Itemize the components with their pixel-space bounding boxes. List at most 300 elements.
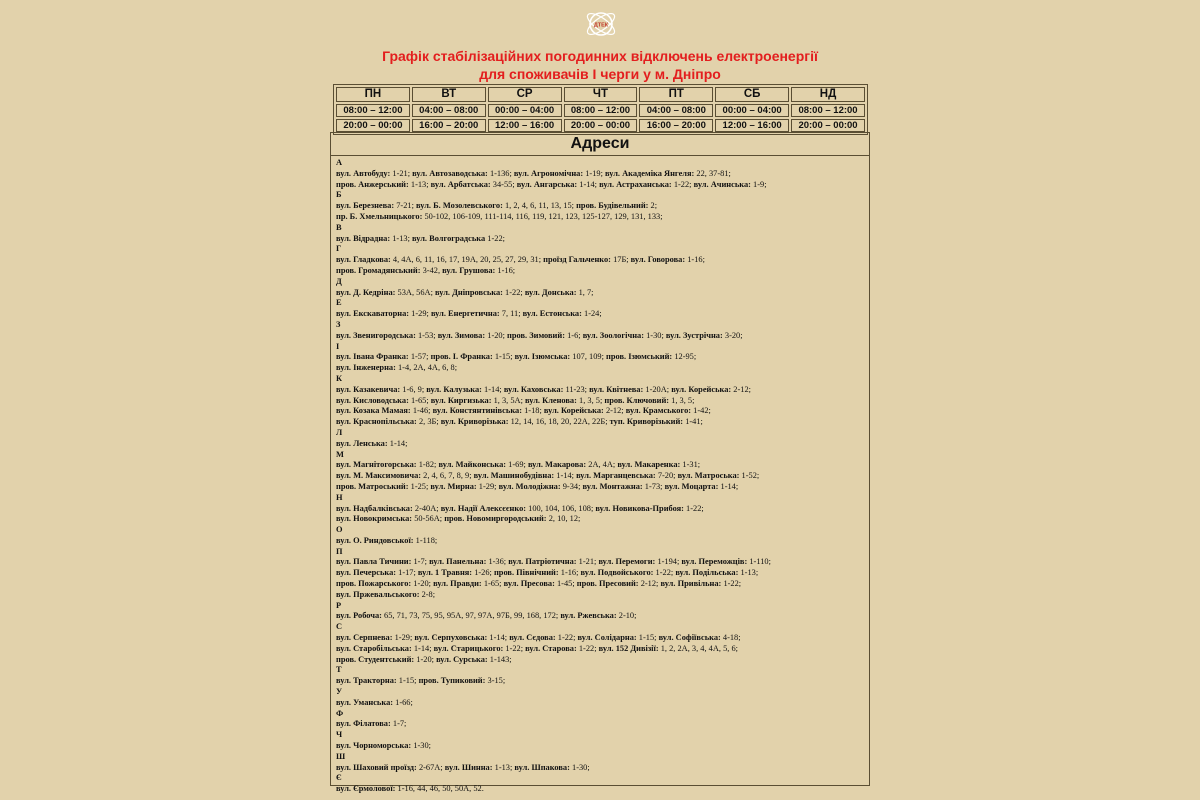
- house-numbers: 7, 11;: [499, 309, 523, 319]
- street-name: вул. Старицького:: [433, 643, 504, 653]
- house-numbers: 1-16;: [558, 568, 581, 578]
- svg-text:ДТЕК: ДТЕК: [593, 22, 609, 29]
- house-numbers: 1-26;: [472, 568, 494, 578]
- house-numbers: 1-53;: [415, 330, 438, 340]
- street-name: вул. 152 Дивізії:: [598, 643, 659, 653]
- house-numbers: 1-36;: [486, 557, 509, 567]
- time-slot-cell: 16:00 – 20:00: [639, 119, 713, 132]
- house-numbers: 1, 2, 2А, 3, 4, 4А, 5, 6;: [658, 643, 738, 653]
- house-numbers: 1-20А;: [643, 384, 672, 394]
- street-name: туп. Криворізький:: [609, 417, 684, 427]
- letter-header: Л: [336, 427, 343, 437]
- time-slot-cell: 08:00 – 12:00: [564, 104, 638, 117]
- house-numbers: 1-6;: [565, 330, 583, 340]
- house-numbers: 1-22;: [671, 179, 694, 189]
- house-numbers: 1-42;: [691, 406, 711, 416]
- street-name: вул. Волгоградська: [412, 233, 486, 243]
- letter-header: З: [336, 319, 341, 329]
- house-numbers: 1-41;: [683, 417, 703, 427]
- house-numbers: 3-20;: [722, 330, 743, 340]
- letter-header: А: [336, 158, 343, 167]
- street-name: вул. Софіївська:: [658, 633, 721, 643]
- house-numbers: 1-30;: [644, 330, 666, 340]
- house-numbers: 1-13;: [492, 762, 515, 772]
- house-numbers: 1-7;: [390, 719, 407, 729]
- house-numbers: 3-42,: [420, 265, 443, 275]
- street-name: пров. Пожарського:: [336, 579, 412, 589]
- house-numbers: 1-16;: [685, 255, 705, 265]
- street-name: вул. Зимова:: [437, 330, 486, 340]
- street-name: вул. Івана Франка:: [336, 352, 409, 362]
- house-numbers: 1-29;: [409, 309, 431, 319]
- house-numbers: 1-194;: [655, 557, 682, 567]
- day-header: ВТ: [412, 87, 486, 102]
- street-name: вул. М. Максимовича:: [336, 471, 422, 481]
- street-name: пр. Б. Хмельницького:: [336, 211, 423, 221]
- house-numbers: 2-12;: [603, 406, 626, 416]
- street-name: вул. Астраханська:: [599, 179, 672, 189]
- street-name: пров. Новомиргородський:: [444, 514, 547, 524]
- house-numbers: 1-21;: [576, 557, 599, 567]
- street-name: вул. Козака Мамая:: [336, 406, 411, 416]
- house-numbers: 1, 3, 5А;: [491, 395, 526, 405]
- house-numbers: 1-14;: [577, 179, 600, 189]
- street-name: вул. Киргизька:: [430, 395, 492, 405]
- address-line: [336, 255, 869, 266]
- house-numbers: 2-8;: [419, 589, 436, 599]
- street-name: вул. Кисловодська:: [336, 395, 409, 405]
- time-slot-cell: 00:00 – 04:00: [488, 104, 562, 117]
- address-line: [336, 482, 869, 493]
- letter-header: Є: [336, 773, 342, 783]
- time-slot-cell: 04:00 – 08:00: [412, 104, 486, 117]
- street-name: вул. Гладкова:: [336, 255, 391, 265]
- letter-header: К: [336, 373, 343, 383]
- house-numbers: 1-82;: [416, 460, 439, 470]
- house-numbers: 1-46;: [410, 406, 433, 416]
- addresses-heading: Адреси: [331, 133, 869, 156]
- house-numbers: 1-69;: [506, 460, 528, 470]
- street-name: вул. Чорноморська:: [336, 741, 412, 751]
- street-name: вул. Старова:: [525, 643, 577, 653]
- outage-schedule-table: [333, 84, 868, 135]
- street-name: вул. Корейська:: [543, 406, 604, 416]
- letter-header: Ч: [336, 730, 343, 740]
- street-name: вул. Калузька:: [426, 384, 482, 394]
- street-name: вул. Макарова:: [527, 460, 587, 470]
- street-name: пров. Ізюмський:: [606, 352, 673, 362]
- address-line: [336, 180, 869, 191]
- house-numbers: 1-66;: [393, 697, 413, 707]
- street-name: вул. Подвойського:: [580, 568, 654, 578]
- street-name: вул. Привільна:: [660, 579, 722, 589]
- street-name: вул. Сєдова:: [509, 633, 556, 643]
- house-numbers: 1-29;: [392, 633, 415, 643]
- time-slot-cell: 04:00 – 08:00: [639, 104, 713, 117]
- house-numbers: 1-19;: [583, 168, 606, 178]
- street-name: пров. Громадянський:: [336, 265, 421, 275]
- street-name: вул. Інженерна:: [336, 363, 396, 373]
- house-numbers: 1-6, 9;: [400, 384, 427, 394]
- day-header: СБ: [715, 87, 789, 102]
- time-slot-cell: 00:00 – 04:00: [715, 104, 789, 117]
- house-numbers: 22, 37-81;: [694, 168, 731, 178]
- day-header: ПН: [336, 87, 410, 102]
- address-line: [336, 266, 869, 277]
- address-line: [336, 212, 869, 223]
- street-name: вул. Екскаваторна:: [336, 309, 410, 319]
- street-name: вул. 1 Травня:: [417, 568, 473, 578]
- street-name: вул. Криворізька:: [440, 417, 509, 427]
- street-name: вул. Грушова:: [442, 265, 496, 275]
- address-line: [336, 655, 869, 666]
- address-line: [336, 385, 869, 396]
- street-name: вул. Березнева:: [336, 201, 395, 211]
- address-line: [336, 557, 869, 568]
- street-name: вул. Монтажна:: [582, 481, 643, 491]
- time-slot-cell: 12:00 – 16:00: [488, 119, 562, 132]
- street-name: вул. Машинобудівна:: [473, 471, 555, 481]
- street-name: вул. Старобільська:: [336, 643, 412, 653]
- street-name: вул. Енергетична:: [430, 309, 500, 319]
- house-numbers: 1-31;: [680, 460, 701, 470]
- house-numbers: 2-12;: [731, 384, 751, 394]
- street-name: вул. Майконська:: [438, 460, 507, 470]
- house-numbers: 1-14;: [387, 438, 408, 448]
- street-name: вул. Звенигородська:: [336, 330, 416, 340]
- address-line: [336, 309, 869, 320]
- street-name: вул. Матроська:: [677, 471, 740, 481]
- schedule-days-row: [336, 87, 865, 102]
- street-name: вул. Кленова:: [525, 395, 577, 405]
- address-line: [336, 396, 869, 407]
- street-name: вул. Ангарська:: [516, 179, 578, 189]
- street-name: вул. Надбалківська:: [336, 503, 413, 513]
- house-numbers: 1, 2, 4, 6, 11, 13, 15;: [502, 201, 577, 211]
- address-line: [336, 579, 869, 590]
- house-numbers: 1-143;: [487, 654, 512, 664]
- house-numbers: 2-10;: [616, 611, 637, 621]
- house-numbers: 1-17;: [396, 568, 418, 578]
- house-numbers: 1-14;: [481, 384, 504, 394]
- street-name: вул. Магнітогорська:: [336, 460, 417, 470]
- house-numbers: 1-15;: [636, 633, 659, 643]
- street-name: вул. Естонська:: [522, 309, 582, 319]
- house-numbers: 1-22;: [653, 568, 676, 578]
- house-numbers: 1-73;: [642, 481, 665, 491]
- letter-header: Г: [336, 244, 342, 254]
- address-line: [336, 288, 869, 299]
- address-line: [336, 741, 869, 752]
- street-name: вул. Філатова:: [336, 719, 391, 729]
- address-line: [336, 514, 869, 525]
- house-numbers: 1-65;: [481, 579, 504, 589]
- time-slot-cell: 08:00 – 12:00: [336, 104, 410, 117]
- letter-header: Р: [336, 600, 342, 610]
- page-title-line-1: Графік стабілізаційних погодинних відключень електроенергії: [382, 48, 818, 64]
- house-numbers: 1-57;: [408, 352, 431, 362]
- house-numbers: 1-14;: [411, 643, 434, 653]
- time-slot-cell: 16:00 – 20:00: [412, 119, 486, 132]
- house-numbers: 1-9;: [750, 179, 767, 189]
- house-numbers: 2-40А;: [412, 503, 441, 513]
- house-numbers: 53А, 56А;: [395, 287, 435, 297]
- house-numbers: 9-34;: [560, 481, 583, 491]
- street-name: вул. Говорова:: [630, 255, 686, 265]
- address-line: [336, 439, 869, 450]
- street-name: вул. Шаховий проїзд:: [336, 762, 417, 772]
- street-name: вул. Новикова-Прибоя:: [595, 503, 684, 513]
- street-name: вул. Корейська:: [671, 384, 732, 394]
- house-numbers: 1-14;: [718, 481, 739, 491]
- street-name: вул. Академіка Янгеля:: [605, 168, 695, 178]
- house-numbers: 1-22;: [503, 643, 526, 653]
- street-name: пров. І. Франка:: [430, 352, 493, 362]
- house-numbers: 1-22;: [485, 233, 505, 243]
- address-line: [336, 698, 869, 709]
- house-numbers: 1-20;: [485, 330, 508, 340]
- addresses-panel: [330, 132, 870, 794]
- street-name: вул. Павла Тичини:: [336, 557, 412, 567]
- street-name: вул. Серпнева:: [336, 633, 393, 643]
- address-line: [336, 417, 869, 428]
- street-name: вул. Сурська:: [436, 654, 488, 664]
- street-name: вул. Констянтинівська:: [432, 406, 522, 416]
- address-line: [336, 363, 869, 374]
- house-numbers: 1-16;: [495, 265, 516, 275]
- schedule-slot1-row: [336, 104, 865, 117]
- street-name: вул. Надії Алексєєнко:: [440, 503, 527, 513]
- address-list: [331, 156, 869, 795]
- house-numbers: 2-67А;: [416, 762, 445, 772]
- house-numbers: 11-23;: [563, 384, 590, 394]
- street-name: вул. Ленська:: [336, 438, 388, 448]
- street-name: вул. Мирна:: [430, 481, 477, 491]
- address-line: [336, 644, 869, 655]
- house-numbers: 1-4, 2А, 4А, 6, 8;: [395, 363, 458, 373]
- address-line: [336, 633, 869, 644]
- street-name: вул. Тракторна:: [336, 676, 397, 686]
- house-numbers: 1-13;: [390, 233, 413, 243]
- letter-header: С: [336, 622, 343, 632]
- letter-header: О: [336, 525, 343, 535]
- street-name: вул. Крамського:: [625, 406, 692, 416]
- house-numbers: 12, 14, 16, 18, 20, 22А, 22Б;: [508, 417, 610, 427]
- schedule-slot2-row: [336, 119, 865, 132]
- letter-header: Е: [336, 298, 342, 308]
- street-name: вул. Дніпровська:: [435, 287, 503, 297]
- street-name: проїзд Гальченко:: [543, 255, 611, 265]
- house-numbers: 1-22;: [721, 579, 742, 589]
- house-numbers: 3-15;: [485, 676, 506, 686]
- street-name: вул. Донська:: [524, 287, 577, 297]
- time-slot-cell: 20:00 – 00:00: [564, 119, 638, 132]
- house-numbers: 1-22;: [555, 633, 578, 643]
- street-name: вул. Перемоги:: [598, 557, 656, 567]
- house-numbers: 12-95;: [672, 352, 697, 362]
- house-numbers: 1-21;: [390, 168, 413, 178]
- house-numbers: 17Б;: [610, 255, 631, 265]
- street-name: пров. Пресовий:: [576, 579, 639, 589]
- street-name: вул. Квітнева:: [589, 384, 644, 394]
- house-numbers: 2;: [648, 201, 658, 211]
- address-line: [336, 201, 869, 212]
- street-name: вул. Казакевича:: [336, 384, 401, 394]
- street-name: вул. Робоча:: [336, 611, 382, 621]
- street-name: вул. Краснопільська:: [336, 417, 417, 427]
- letter-header: П: [336, 546, 343, 556]
- house-numbers: 100, 104, 106, 108;: [526, 503, 596, 513]
- time-slot-cell: 08:00 – 12:00: [791, 104, 865, 117]
- address-line: [336, 676, 869, 687]
- street-name: вул. Відрадна:: [336, 233, 391, 243]
- street-name: вул. Панельна:: [429, 557, 487, 567]
- house-numbers: 2, 3Б;: [416, 417, 441, 427]
- street-name: вул. Автозаводська:: [412, 168, 488, 178]
- house-numbers: 4, 4А, 6, 11, 16, 17, 19А, 20, 25, 27, 29, 31;: [390, 255, 544, 265]
- street-name: вул. Правди:: [433, 579, 482, 589]
- street-name: вул. Автобуду:: [336, 168, 391, 178]
- street-name: вул. Моцарта:: [664, 481, 719, 491]
- street-name: пров. Тупиковий:: [418, 676, 486, 686]
- street-name: вул. Ачинська:: [693, 179, 751, 189]
- house-numbers: 1-18;: [522, 406, 544, 416]
- street-name: вул. Б. Мозолевського:: [416, 201, 503, 211]
- street-name: вул. Макаренка:: [617, 460, 681, 470]
- house-numbers: 65, 71, 73, 75, 95, 95А, 97, 97А, 97Б, 99, 168, 172;: [381, 611, 561, 621]
- letter-header: Ф: [336, 708, 344, 718]
- house-numbers: 1-15;: [492, 352, 515, 362]
- street-name: пров. Анжерський:: [336, 179, 409, 189]
- house-numbers: 1-22;: [683, 503, 704, 513]
- address-line: [336, 352, 869, 363]
- house-numbers: 7-20;: [655, 471, 678, 481]
- address-line: [336, 763, 869, 774]
- day-header: НД: [791, 87, 865, 102]
- house-numbers: 1-110;: [747, 557, 771, 567]
- letter-header: Б: [336, 190, 342, 200]
- house-numbers: 1-29;: [476, 481, 499, 491]
- house-numbers: 1, 7;: [576, 287, 594, 297]
- day-header: ЧТ: [564, 87, 638, 102]
- street-name: вул. Патріотична:: [508, 557, 577, 567]
- house-numbers: 1-20;: [414, 654, 437, 664]
- street-name: вул. Шинна:: [444, 762, 493, 772]
- house-numbers: 1-45;: [554, 579, 577, 589]
- house-numbers: 1-25;: [408, 481, 431, 491]
- address-line: [336, 460, 869, 471]
- house-numbers: 2, 4, 6, 7, 8, 9;: [421, 471, 474, 481]
- day-header: СР: [488, 87, 562, 102]
- street-name: вул. Пржевальського:: [336, 589, 420, 599]
- street-name: вул. О. Риндовської:: [336, 535, 414, 545]
- house-numbers: 50-56А;: [412, 514, 445, 524]
- street-name: вул. Серпуховська:: [414, 633, 488, 643]
- page-title-line-2: для споживачів І черги у м. Дніпро: [479, 66, 721, 82]
- street-name: пров. Студентський:: [336, 654, 415, 664]
- house-numbers: 50-102, 106-109, 111-114, 116, 119, 121, 123, 125-127, 129, 131, 133;: [422, 211, 663, 221]
- time-slot-cell: 12:00 – 16:00: [715, 119, 789, 132]
- house-numbers: 107, 109;: [570, 352, 607, 362]
- street-name: вул. Пресова:: [503, 579, 555, 589]
- house-numbers: 1, 3, 5;: [576, 395, 605, 405]
- street-name: вул. Шпакова:: [514, 762, 570, 772]
- street-name: пров. Ключовий:: [604, 395, 670, 405]
- street-name: пров. Зимовий:: [507, 330, 565, 340]
- address-line: [336, 406, 869, 417]
- address-line: [336, 169, 869, 180]
- letter-header: Д: [336, 276, 342, 286]
- time-slot-cell: 20:00 – 00:00: [336, 119, 410, 132]
- street-name: вул. Єрмолової:: [336, 784, 396, 794]
- house-numbers: 1-136;: [487, 168, 514, 178]
- street-name: вул. Зустрічна:: [665, 330, 723, 340]
- letter-header: Ш: [336, 751, 346, 761]
- time-slot-cell: 20:00 – 00:00: [791, 119, 865, 132]
- street-name: вул. Марганцевська:: [576, 471, 656, 481]
- street-name: вул. Каховська:: [503, 384, 564, 394]
- address-line: [336, 504, 869, 515]
- address-line: [336, 568, 869, 579]
- house-numbers: 1-7;: [411, 557, 430, 567]
- house-numbers: 1-52;: [739, 471, 760, 481]
- address-line: [336, 719, 869, 730]
- address-line: [336, 536, 869, 547]
- house-numbers: 1-22;: [502, 287, 525, 297]
- street-name: вул. Арбатська:: [430, 179, 491, 189]
- street-name: вул. Новокримська:: [336, 514, 413, 524]
- street-name: пров. Будівельний:: [576, 201, 649, 211]
- address-line: [336, 784, 869, 795]
- house-numbers: 2А, 4А;: [586, 460, 618, 470]
- address-line: [336, 590, 869, 601]
- house-numbers: 2-12;: [638, 579, 661, 589]
- letter-header: Н: [336, 492, 343, 502]
- address-line: [336, 471, 869, 482]
- street-name: вул. Ржевська:: [560, 611, 617, 621]
- house-numbers: 1-118;: [413, 535, 438, 545]
- house-numbers: 7-21;: [394, 201, 417, 211]
- street-name: вул. Д. Кедріна:: [336, 287, 396, 297]
- house-numbers: 1-14;: [487, 633, 510, 643]
- house-numbers: 1-14;: [554, 471, 577, 481]
- house-numbers: 1-30;: [569, 762, 590, 772]
- street-name: вул. Переможців:: [681, 557, 748, 567]
- house-numbers: 1-65;: [408, 395, 431, 405]
- letter-header: У: [336, 687, 343, 697]
- street-name: вул. Зоологічна:: [582, 330, 645, 340]
- street-name: вул. Подільська:: [675, 568, 739, 578]
- street-name: пров. Матроський:: [336, 481, 409, 491]
- house-numbers: 1-16, 44, 46, 50, 50А, 52.: [395, 784, 484, 794]
- street-name: пров. Північний:: [493, 568, 559, 578]
- house-numbers: 1-13;: [408, 179, 431, 189]
- street-name: вул. Солідарна:: [577, 633, 637, 643]
- house-numbers: 1-20;: [411, 579, 434, 589]
- street-name: вул. Ізюмська:: [514, 352, 571, 362]
- house-numbers: 1-13;: [738, 568, 759, 578]
- dtek-logo-icon: [583, 6, 619, 42]
- house-numbers: 1-24;: [581, 309, 602, 319]
- street-name: вул. Агрономічна:: [513, 168, 584, 178]
- house-numbers: 2, 10, 12;: [546, 514, 581, 524]
- house-numbers: 1-15;: [396, 676, 419, 686]
- street-name: вул. Уманська:: [336, 697, 394, 707]
- house-numbers: 4-18;: [720, 633, 741, 643]
- street-name: вул. Молодіжна:: [498, 481, 561, 491]
- house-numbers: 1-22;: [576, 643, 599, 653]
- house-numbers: 1, 3, 5;: [669, 395, 695, 405]
